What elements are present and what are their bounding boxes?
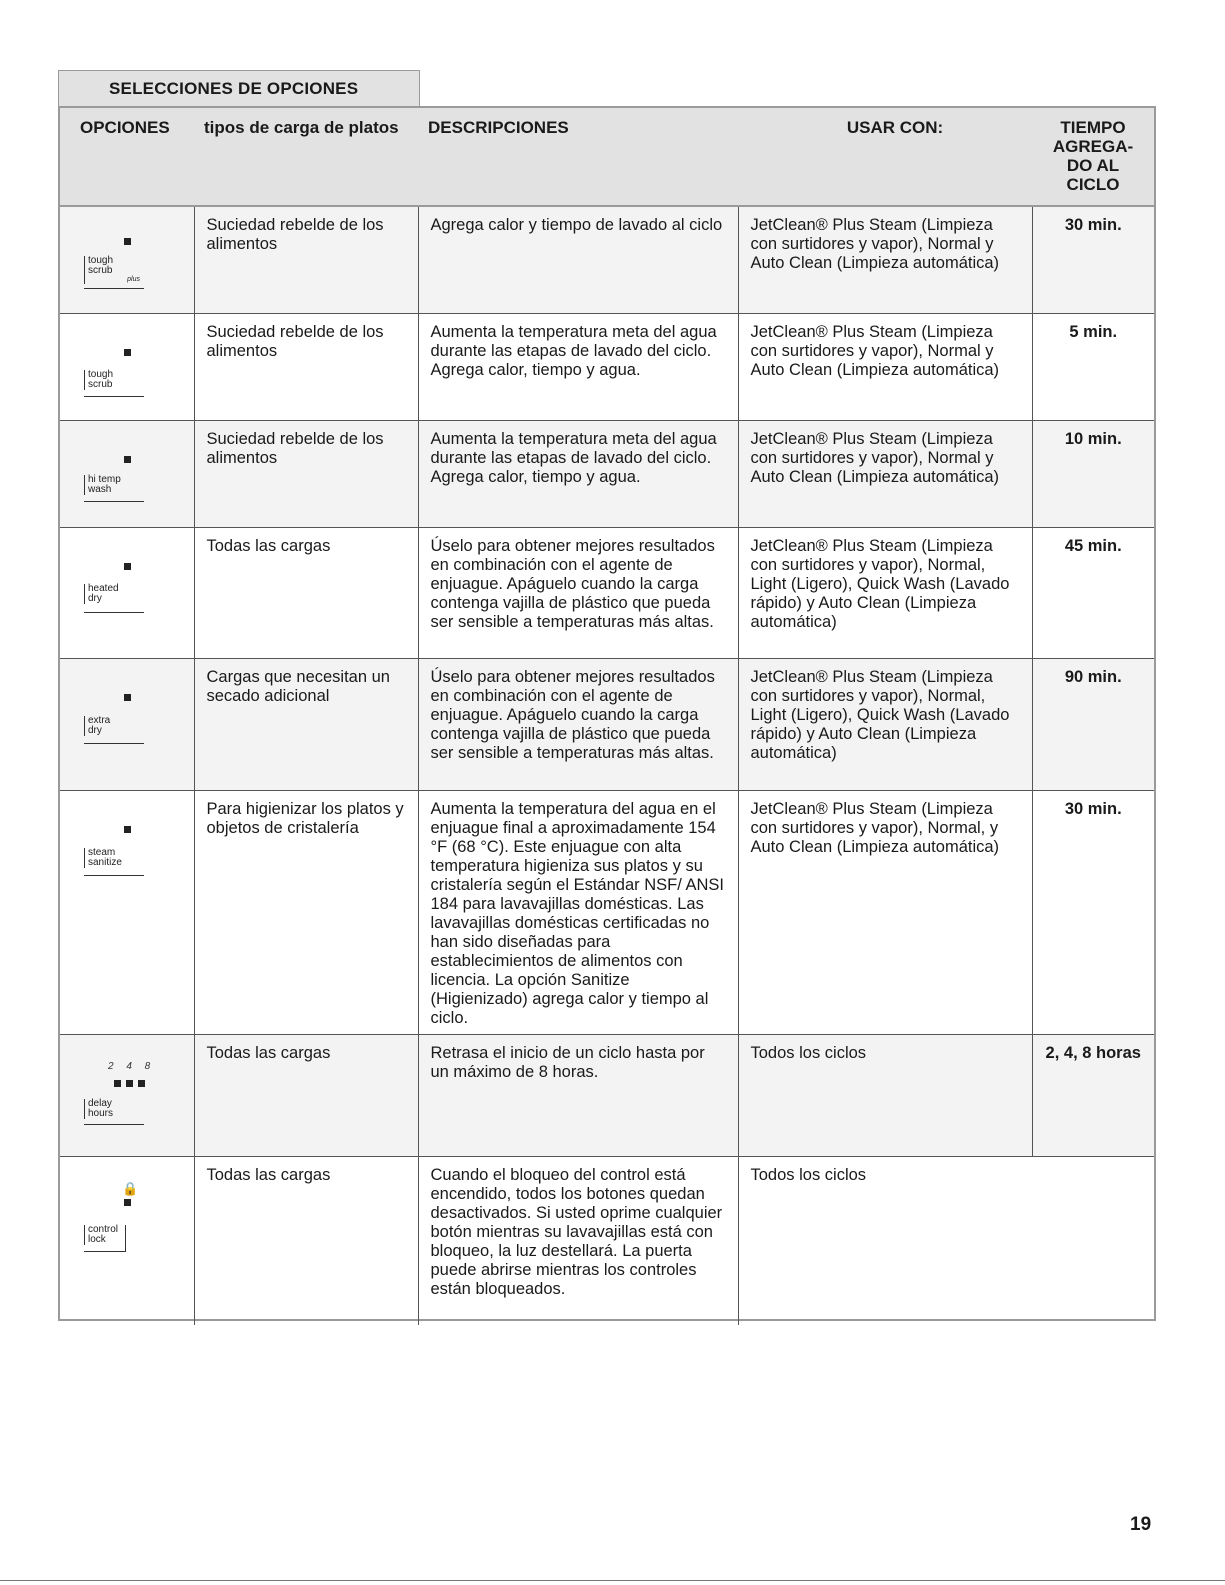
description: Retrasa el inicio de un ciclo hasta por un máximo de 8 horas. xyxy=(418,1034,738,1156)
load-type: Suciedad rebelde de los alimentos xyxy=(194,313,418,420)
use-with: JetClean® Plus Steam (Limpieza con surtidores y vapor), Normal y Auto Clean (Limpieza automática) xyxy=(738,313,1032,420)
option-control[interactable] xyxy=(84,528,194,658)
option-underline xyxy=(84,396,144,397)
indicator-light-icon xyxy=(124,238,131,245)
use-with: Todos los ciclos xyxy=(738,1156,1032,1325)
indicator-light-icon xyxy=(124,563,131,570)
header-usar-con: USAR CON: xyxy=(738,108,1032,206)
option-label: hi temp wash xyxy=(84,475,154,495)
delay-hours-numbers: 2 4 8 xyxy=(108,1060,156,1072)
header-tipos: tipos de carga de platos xyxy=(194,108,418,206)
load-type: Todas las cargas xyxy=(194,527,418,658)
page-bottom-rule xyxy=(0,1580,1225,1581)
option-label: steam sanitize xyxy=(84,848,154,868)
option-control-cell[interactable] xyxy=(60,790,194,1034)
option-control[interactable] xyxy=(84,1035,194,1156)
header-tiempo: TIEMPO AGREGA-DO AL CICLO xyxy=(1032,108,1154,206)
table-row xyxy=(60,658,1154,790)
use-with: JetClean® Plus Steam (Limpieza con surtidores y vapor), Normal y Auto Clean (Limpieza automática) xyxy=(738,420,1032,527)
option-control[interactable] xyxy=(84,1157,194,1326)
option-control[interactable] xyxy=(84,791,194,1034)
use-with: JetClean® Plus Steam (Limpieza con surtidores y vapor), Normal, y Auto Clean (Limpieza automática) xyxy=(738,790,1032,1034)
description: Úselo para obtener mejores resultados en combinación con el agente de enjuague. Apáguelo cuando la carga contenga vajilla de plástico que pueda ser sensible a temperaturas más altas. xyxy=(418,527,738,658)
option-underline xyxy=(84,1124,144,1125)
option-underline xyxy=(84,875,144,876)
header-opciones: OPCIONES xyxy=(60,108,194,206)
added-time: 2, 4, 8 horas xyxy=(1032,1034,1154,1156)
option-underline xyxy=(84,743,144,744)
lock-icon: 🔒 xyxy=(122,1180,139,1196)
table-row xyxy=(60,1156,1154,1325)
added-time: 5 min. xyxy=(1032,313,1154,420)
option-underline xyxy=(84,288,144,289)
description: Aumenta la temperatura del agua en el enjuague final a aproximadamente 154 °F (68 °C). Este enjuague con alta temperatura higieniza sus platos y su cristalería según el Estándar NSF/ ANSI 184 para lavavajillas domésticas. Las lavavajillas domésticas certificadas no han sido diseñadas para establecimientos de alimentos con licencia. La opción Sanitize (Higienizado) agrega calor y tiempo al ciclo. xyxy=(418,790,738,1034)
indicator-light-icon xyxy=(114,1073,150,1092)
option-control-cell[interactable] xyxy=(60,527,194,658)
option-control[interactable] xyxy=(84,659,194,790)
section-title: SELECCIONES DE OPCIONES xyxy=(58,70,420,108)
table-row xyxy=(60,206,1154,313)
load-type: Todas las cargas xyxy=(194,1156,418,1325)
table-row xyxy=(60,790,1154,1034)
added-time: 45 min. xyxy=(1032,527,1154,658)
load-type: Suciedad rebelde de los alimentos xyxy=(194,206,418,313)
option-control[interactable] xyxy=(84,314,194,420)
option-underline xyxy=(84,1251,126,1252)
indicator-light-icon xyxy=(124,349,131,356)
table-row xyxy=(60,527,1154,658)
table-row xyxy=(60,420,1154,527)
option-control-cell[interactable] xyxy=(60,1156,194,1325)
use-with: JetClean® Plus Steam (Limpieza con surtidores y vapor), Normal, Light (Ligero), Quick Wash (Lavado rápido) y Auto Clean (Limpieza automática) xyxy=(738,658,1032,790)
use-with: JetClean® Plus Steam (Limpieza con surtidores y vapor), Normal y Auto Clean (Limpieza automática) xyxy=(738,206,1032,313)
option-control-cell[interactable] xyxy=(60,313,194,420)
indicator-light-icon xyxy=(124,826,131,833)
option-control-cell[interactable] xyxy=(60,206,194,313)
option-control-cell[interactable] xyxy=(60,1034,194,1156)
indicator-light-icon xyxy=(124,1199,131,1206)
load-type: Para higienizar los platos y objetos de cristalería xyxy=(194,790,418,1034)
option-label: control lock xyxy=(84,1225,126,1245)
load-type: Cargas que necesitan un secado adicional xyxy=(194,658,418,790)
indicator-light-icon xyxy=(124,694,131,701)
options-table xyxy=(60,108,1154,1325)
page-number: 19 xyxy=(1130,1514,1152,1535)
use-with: JetClean® Plus Steam (Limpieza con surtidores y vapor), Normal, Light (Ligero), Quick Wash (Lavado rápido) y Auto Clean (Limpieza automática) xyxy=(738,527,1032,658)
option-control-cell[interactable] xyxy=(60,658,194,790)
description: Cuando el bloqueo del control está encendido, todos los botones quedan desactivados. Si usted oprime cualquier botón mientras su lavavajillas está con bloqueo, la luz destellará. La puerta puede abrirse mientras los controles están bloqueados. xyxy=(418,1156,738,1325)
added-time: 30 min. xyxy=(1032,206,1154,313)
option-underline xyxy=(84,612,144,613)
added-time: 90 min. xyxy=(1032,658,1154,790)
option-label: delay hours xyxy=(84,1099,154,1119)
option-underline xyxy=(84,501,144,502)
description: Agrega calor y tiempo de lavado al ciclo xyxy=(418,206,738,313)
description: Úselo para obtener mejores resultados en combinación con el agente de enjuague. Apáguelo cuando la carga contenga vajilla de plástico que pueda ser sensible a temperaturas más altas. xyxy=(418,658,738,790)
option-label: tough scrub xyxy=(84,370,154,390)
option-control[interactable] xyxy=(84,421,194,527)
option-control[interactable] xyxy=(84,207,194,313)
added-time xyxy=(1032,1156,1154,1325)
description: Aumenta la temperatura meta del agua durante las etapas de lavado del ciclo. Agrega calor, tiempo y agua. xyxy=(418,313,738,420)
table-header-row xyxy=(60,108,1154,206)
table-row xyxy=(60,1034,1154,1156)
load-type: Suciedad rebelde de los alimentos xyxy=(194,420,418,527)
added-time: 10 min. xyxy=(1032,420,1154,527)
header-descripciones: DESCRIPCIONES xyxy=(418,108,738,206)
load-type: Todas las cargas xyxy=(194,1034,418,1156)
option-label: extra dry xyxy=(84,716,154,736)
lock-bracket xyxy=(124,1225,126,1251)
description: Aumenta la temperatura meta del agua durante las etapas de lavado del ciclo. Agrega calor, tiempo y agua. xyxy=(418,420,738,527)
indicator-light-icon xyxy=(124,456,131,463)
table-row xyxy=(60,313,1154,420)
added-time: 30 min. xyxy=(1032,790,1154,1034)
use-with: Todos los ciclos xyxy=(738,1034,1032,1156)
option-control-cell[interactable] xyxy=(60,420,194,527)
option-label: tough scrub plus xyxy=(84,256,154,284)
option-label: heated dry xyxy=(84,584,154,604)
options-table-wrapper xyxy=(58,106,1156,1321)
